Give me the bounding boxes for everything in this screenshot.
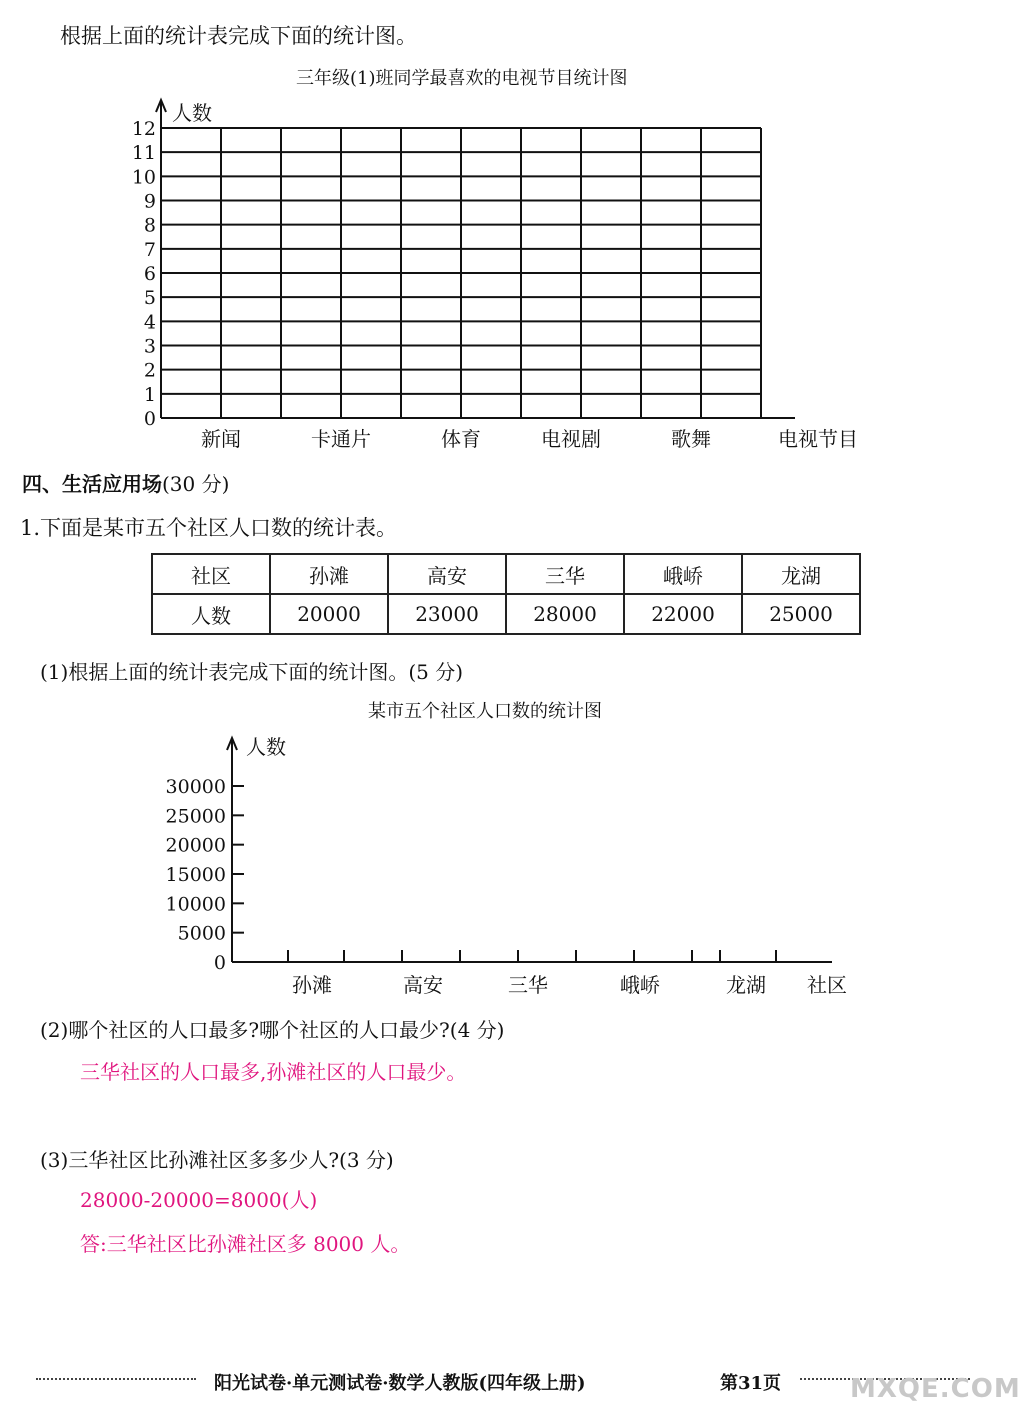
instruction-text: 根据上面的统计表完成下面的统计图。 xyxy=(60,24,417,48)
table-cell: 23000 xyxy=(388,594,506,634)
section-heading xyxy=(22,468,229,497)
answer-2: 三华社区的人口最多,孙滩社区的人口最少。 xyxy=(80,1060,467,1084)
y-tick-label: 11 xyxy=(131,142,156,165)
table-header-row xyxy=(152,554,860,594)
watermark: MXQE.COM xyxy=(850,1374,1021,1404)
y-tick-label: 10 xyxy=(131,166,156,189)
y-tick-label: 25000 xyxy=(165,805,226,828)
population-table xyxy=(151,553,861,635)
x-tick-label: 高安 xyxy=(403,973,443,997)
chart2-axes xyxy=(0,720,1000,1020)
y-tick-label: 9 xyxy=(143,190,156,213)
table-cell: 三华 xyxy=(506,554,624,594)
table-cell: 峨峤 xyxy=(624,554,742,594)
y-tick-label: 0 xyxy=(213,952,226,974)
x-axis-label: 社区 xyxy=(807,973,847,997)
x-tick-label: 新闻 xyxy=(201,427,241,451)
answer-3-sentence: 答:三华社区比孙滩社区多 8000 人。 xyxy=(80,1232,411,1256)
x-tick-label: 峨峤 xyxy=(620,973,660,997)
y-tick-label: 20000 xyxy=(165,834,226,857)
footer-title: 阳光试卷·单元测试卷·数学人教版(四年级上册) xyxy=(214,1373,586,1394)
x-tick-label: 三华 xyxy=(508,973,548,997)
y-axis-label: 人数 xyxy=(246,735,286,759)
table-cell: 社区 xyxy=(152,554,270,594)
sub-question-3: (3)三华社区比孙滩社区多多少人?(3 分) xyxy=(40,1148,394,1172)
section-score: (30 分) xyxy=(162,472,230,496)
table-cell: 28000 xyxy=(506,594,624,634)
answer-3-equation: 28000-20000=8000(人) xyxy=(80,1188,318,1212)
table-cell: 20000 xyxy=(270,594,388,634)
y-tick-label: 2 xyxy=(143,359,156,382)
y-tick-label: 5000 xyxy=(177,922,226,945)
y-tick-label: 8 xyxy=(143,214,156,237)
y-tick-label: 6 xyxy=(143,263,156,285)
y-tick-label: 30000 xyxy=(165,776,226,798)
table-cell: 龙湖 xyxy=(742,554,860,594)
question-1-intro: 1.下面是某市五个社区人口数的统计表。 xyxy=(20,516,398,540)
y-tick-label: 15000 xyxy=(165,864,226,886)
table-cell: 人数 xyxy=(152,594,270,634)
x-tick-label: 电视剧 xyxy=(541,427,601,451)
chart2-title: 某市五个社区人口数的统计图 xyxy=(368,701,602,722)
y-tick-label: 0 xyxy=(143,408,156,430)
table-cell: 22000 xyxy=(624,594,742,634)
y-tick-label: 1 xyxy=(143,383,156,406)
y-tick-label: 5 xyxy=(143,287,156,310)
chart1-title: 三年级(1)班同学最喜欢的电视节目统计图 xyxy=(296,68,628,89)
x-tick-label: 孙滩 xyxy=(292,973,332,997)
y-tick-label: 10000 xyxy=(165,893,226,916)
table-cell: 孙滩 xyxy=(270,554,388,594)
x-axis-label: 电视节目 xyxy=(778,427,858,451)
y-axis-label: 人数 xyxy=(172,101,212,125)
chart1-grid xyxy=(0,0,1000,470)
x-tick-label: 龙湖 xyxy=(726,973,766,997)
x-tick-label: 体育 xyxy=(441,427,481,451)
sub-question-2: (2)哪个社区的人口最多?哪个社区的人口最少?(4 分) xyxy=(40,1018,505,1042)
y-tick-label: 12 xyxy=(131,118,156,140)
footer-page-number: 第31页 xyxy=(720,1373,782,1394)
sub-question-1: (1)根据上面的统计表完成下面的统计图。(5 分) xyxy=(40,660,464,684)
y-tick-label: 7 xyxy=(143,238,156,261)
y-tick-label: 3 xyxy=(143,335,156,358)
x-tick-label: 歌舞 xyxy=(671,427,711,451)
y-tick-label: 4 xyxy=(143,311,156,334)
x-tick-label: 卡通片 xyxy=(311,427,371,451)
table-cell: 高安 xyxy=(388,554,506,594)
section-heading-label: 四、生活应用场 xyxy=(22,472,162,496)
footer-dots-left xyxy=(36,1378,196,1380)
table-cell: 25000 xyxy=(742,594,860,634)
table-row xyxy=(152,594,860,634)
